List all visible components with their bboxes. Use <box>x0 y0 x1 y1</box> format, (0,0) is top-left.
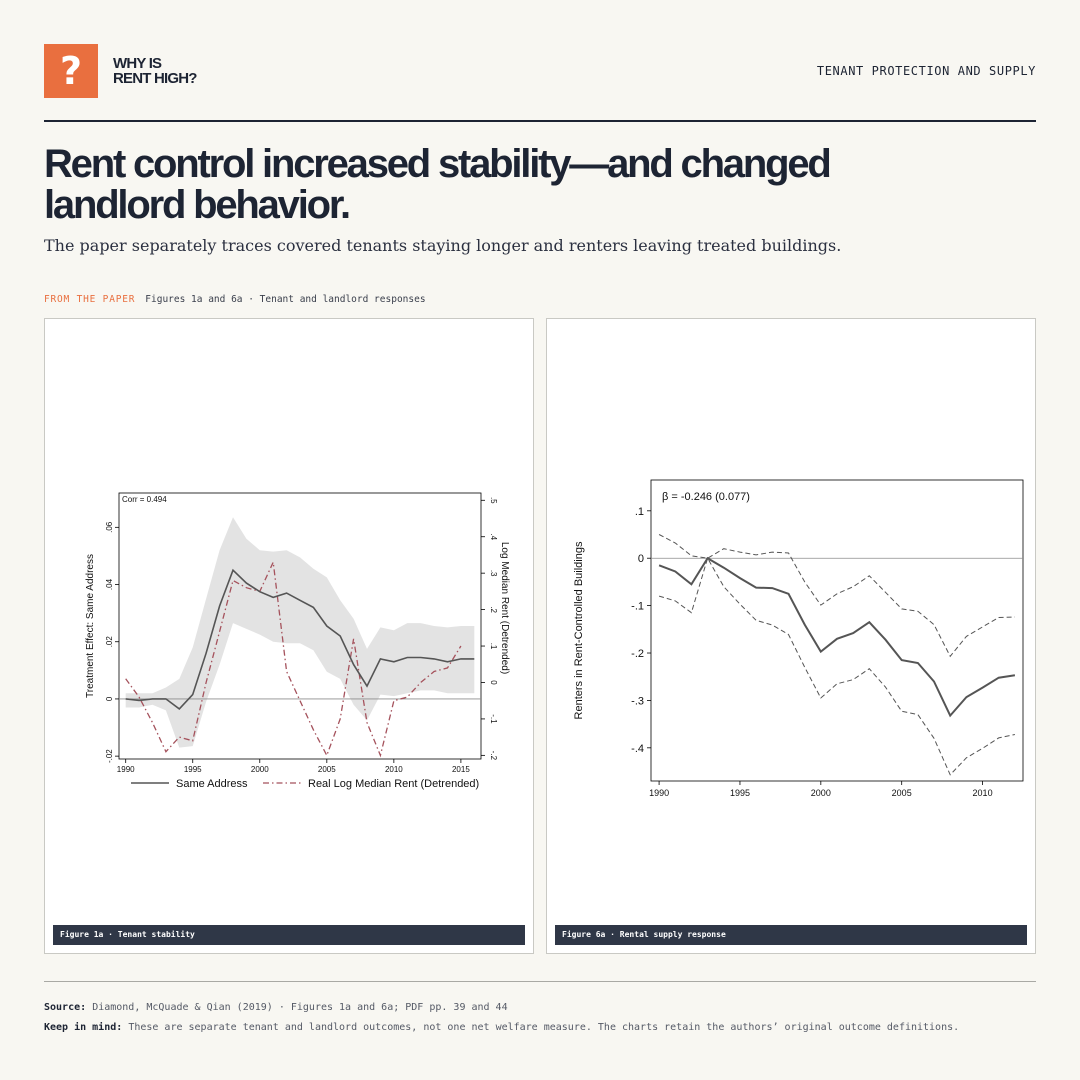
logo-wordmark[interactable] <box>113 56 223 86</box>
correlation-annotation: Corr = 0.494 <box>122 495 167 504</box>
y2-tick-label: -.1 <box>489 714 498 724</box>
y2-tick-label: .4 <box>489 533 498 541</box>
y2-axis-title: Log Median Rent (Detrended) <box>499 541 510 675</box>
x-tick-label: 2000 <box>810 788 831 798</box>
page-title: Rent control increased stability—and changed landlord behavior. <box>44 142 830 227</box>
figure-6a-chart <box>547 319 1035 919</box>
kicker-text: Figures 1a and 6a · Tenant and landlord responses <box>145 294 426 305</box>
y2-tick-label: .3 <box>489 569 498 577</box>
y2-tick-label: .1 <box>489 642 498 650</box>
logo-badge <box>44 44 98 98</box>
legend-label-rent: Real Log Median Rent (Detrended) <box>308 778 480 790</box>
y-tick-label: -.3 <box>631 695 644 708</box>
legend-label-same-address: Same Address <box>176 778 248 790</box>
caveat-text: These are separate tenant and landlord outcomes, not one net welfare measure. The charts retain the authors’ original outcome definitions. <box>128 1022 960 1033</box>
plot-area <box>651 480 1023 781</box>
x-tick-label: 1990 <box>116 765 135 774</box>
figure-1a-chart <box>45 319 533 919</box>
y-axis-title: Treatment Effect: Same Address <box>85 554 96 698</box>
y-tick-label: .02 <box>105 636 114 648</box>
kicker-label: FROM THE PAPER <box>44 294 136 305</box>
caveat-note <box>44 1022 959 1033</box>
x-tick-label: 1990 <box>649 788 670 798</box>
header-divider <box>44 120 1036 122</box>
source-note <box>44 1002 508 1013</box>
y-tick-label: .06 <box>105 521 114 533</box>
figure-1a-panel <box>44 318 534 954</box>
logo-line-1: WHY IS <box>113 55 162 72</box>
source-label: Source: <box>44 1002 87 1013</box>
y-tick-label: -.1 <box>631 600 644 613</box>
x-tick-label: 2005 <box>317 765 336 774</box>
caveat-label: Keep in mind: <box>44 1022 123 1033</box>
y-axis-title: Renters in Rent-Controlled Buildings <box>573 541 585 720</box>
y-tick-label: -.02 <box>105 749 114 764</box>
x-tick-label: 2010 <box>384 765 403 774</box>
page-subtitle: The paper separately traces covered tenants staying longer and renters leaving treated buildings. <box>44 236 842 255</box>
y-tick-label: .04 <box>105 578 114 591</box>
y-tick-label: -.2 <box>631 648 644 661</box>
y-tick-label: 0 <box>637 553 644 566</box>
y-tick-label: -.4 <box>631 742 644 755</box>
figure-kicker <box>44 294 426 305</box>
figure-1a-caption: Figure 1a · Tenant stability <box>53 925 525 945</box>
footer-divider <box>44 981 1036 982</box>
figure-6a-panel <box>546 318 1036 954</box>
x-tick-label: 2000 <box>250 765 269 774</box>
figure-6a-caption: Figure 6a · Rental supply response <box>555 925 1027 945</box>
y2-tick-label: 0 <box>489 680 498 685</box>
y2-tick-label: .2 <box>489 606 498 613</box>
y2-tick-label: -.2 <box>489 750 498 761</box>
x-tick-label: 2010 <box>972 788 993 798</box>
x-tick-label: 1995 <box>729 788 750 798</box>
y-tick-label: 0 <box>105 696 114 702</box>
y-tick-label: .1 <box>634 505 644 518</box>
source-text: Diamond, McQuade & Qian (2019) · Figures 1a and 6a; PDF pp. 39 and 44 <box>92 1002 508 1013</box>
question-mark-icon: ? <box>59 49 83 93</box>
x-tick-label: 1995 <box>183 765 202 774</box>
x-tick-label: 2015 <box>451 765 470 774</box>
beta-annotation: β = -0.246 (0.077) <box>662 491 750 503</box>
x-tick-label: 2005 <box>891 788 912 798</box>
logo-line-2: RENT HIGH? <box>113 70 197 87</box>
y2-tick-label: .5 <box>489 496 498 504</box>
section-tag: TENANT PROTECTION AND SUPPLY <box>816 64 1036 78</box>
